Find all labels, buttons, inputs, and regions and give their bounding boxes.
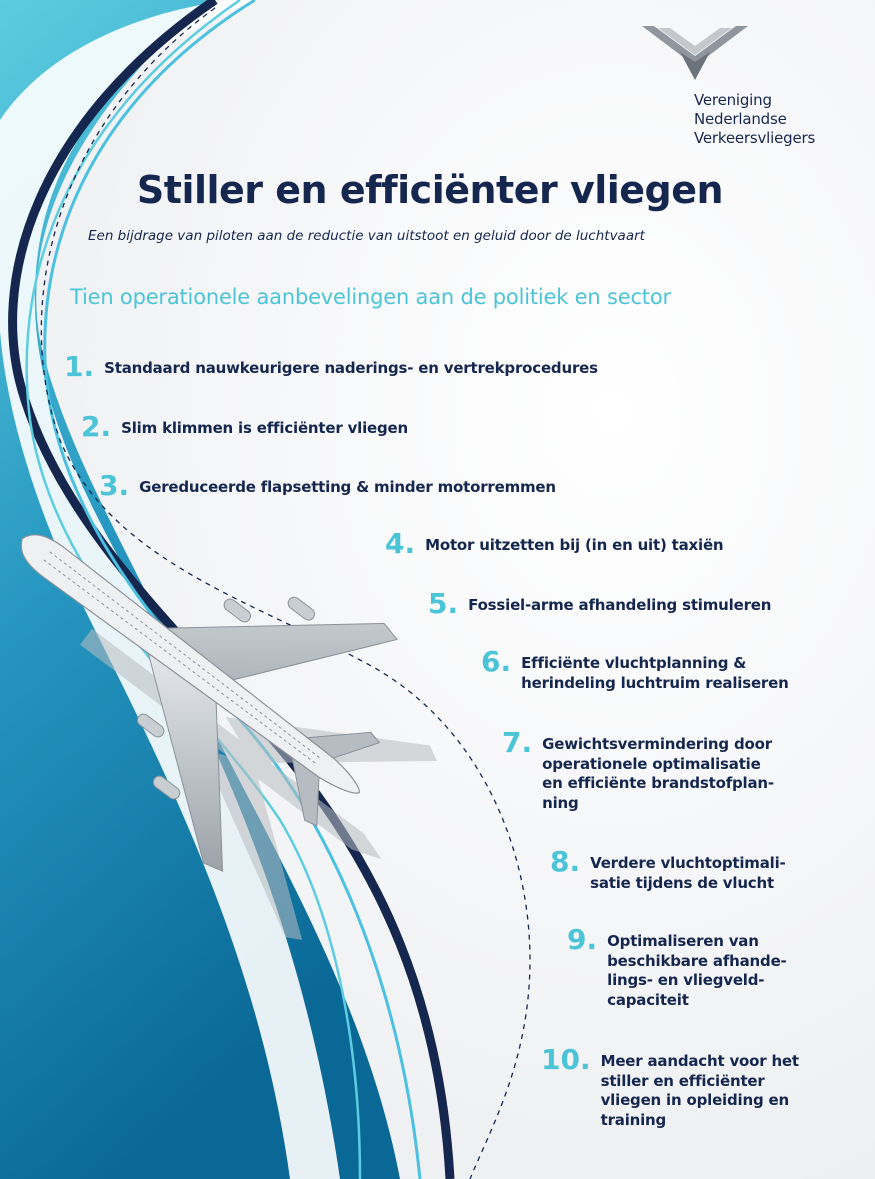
recommendation-text — [607, 925, 786, 1010]
recommendation-number: 2. — [81, 410, 112, 443]
recommendation-line: training — [600, 1110, 667, 1129]
recommendation-line: capaciteit — [607, 990, 689, 1009]
recommendation-6 — [481, 647, 789, 693]
recommendation-line: Gereduceerde flapsetting & minder motorremmen — [139, 478, 556, 496]
recommendation-5 — [428, 589, 771, 619]
recommendation-text — [601, 1045, 799, 1130]
recommendation-line: Meer aandacht voor het — [600, 1052, 799, 1070]
section-heading: Tien operationele aanbevelingen aan de politiek en sector — [70, 285, 671, 309]
recommendation-text — [468, 589, 771, 616]
recommendation-number: 5. — [428, 587, 459, 620]
recommendation-line: en efficiënte brandstofplan- — [542, 774, 774, 792]
recommendation-line: Verdere vluchtoptimali- — [590, 854, 786, 872]
organization-name-line: Verkeersvliegers — [694, 129, 816, 147]
recommendation-text — [121, 412, 408, 439]
recommendation-number: 1. — [64, 350, 95, 383]
recommendation-line: Motor uitzetten bij (in en uit) taxiën — [425, 536, 724, 554]
recommendation-line: Slim klimmen is efficiënter vliegen — [121, 419, 408, 437]
recommendation-line: operationele optimalisatie — [542, 754, 761, 773]
recommendation-line: Standaard nauwkeurigere naderings- en vertrekprocedures — [104, 359, 598, 377]
page-title: Stiller en efficiënter vliegen — [136, 168, 724, 212]
organization-name-line: Nederlandse — [694, 110, 787, 128]
recommendation-number: 4. — [385, 527, 416, 560]
recommendation-2 — [81, 412, 408, 442]
recommendation-line: vliegen in opleiding en — [600, 1091, 789, 1109]
recommendation-line: stiller en efficiënter — [600, 1071, 765, 1090]
recommendation-line: ning — [542, 793, 579, 812]
recommendation-line: Fossiel-arme afhandeling stimuleren — [468, 596, 772, 614]
recommendation-7 — [502, 728, 774, 813]
recommendation-number: 8. — [550, 845, 581, 878]
recommendation-number: 7. — [502, 726, 533, 759]
recommendation-number: 10. — [541, 1043, 591, 1076]
recommendation-text — [104, 352, 598, 379]
recommendation-text — [590, 847, 785, 893]
recommendation-text — [521, 647, 788, 693]
recommendation-text — [139, 471, 556, 498]
recommendation-number: 9. — [567, 923, 598, 956]
recommendation-line: herindeling luchtruim realiseren — [521, 673, 789, 692]
recommendation-line: Optimaliseren van — [607, 932, 759, 950]
recommendation-number: 3. — [99, 469, 130, 502]
recommendation-3 — [99, 471, 556, 501]
recommendation-10 — [541, 1045, 799, 1130]
organization-name-line: Vereniging — [694, 91, 772, 109]
recommendation-line: Efficiënte vluchtplanning & — [521, 654, 747, 672]
recommendation-text — [425, 529, 723, 556]
recommendation-line: Gewichtsvermindering door — [542, 735, 772, 753]
recommendation-9 — [567, 925, 787, 1010]
recommendation-text — [542, 728, 774, 813]
recommendation-line: lings- en vliegveld- — [607, 971, 765, 989]
recommendation-line: satie tijdens de vlucht — [590, 873, 774, 892]
recommendation-8 — [550, 847, 786, 893]
chevron-wings-logo-icon — [640, 22, 750, 82]
recommendation-line: beschikbare afhande- — [607, 951, 787, 970]
recommendation-4 — [385, 529, 723, 559]
recommendation-1 — [64, 352, 598, 382]
organization-name — [694, 91, 854, 148]
recommendation-number: 6. — [481, 645, 512, 678]
page-subtitle: Een bijdrage van piloten aan de reductie van uitstoot en geluid door de luchtvaart — [88, 228, 645, 244]
